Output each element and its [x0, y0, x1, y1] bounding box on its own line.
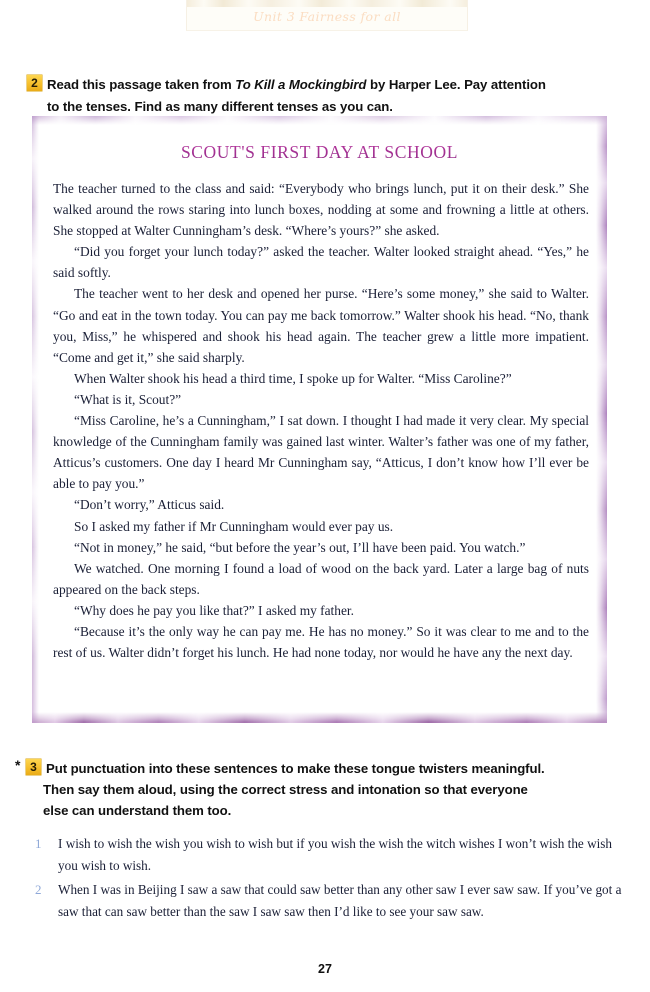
passage-paragraph: When Walter shook his head a third time, I spoke up for Walter. “Miss Caroline?”	[74, 370, 512, 386]
exercise-3-number-badge: 3	[26, 759, 41, 775]
exercise-3-instruction-line3: else can understand them too.	[43, 803, 232, 818]
exercise-3-instruction-line2: Then say them aloud, using the correct stress and intonation so that everyone	[43, 782, 528, 797]
passage-border-right	[596, 116, 607, 723]
passage-border-left	[32, 116, 39, 723]
tongue-twister-list	[31, 833, 631, 925]
running-head-ornament	[187, 0, 467, 7]
exercise-3-instruction-line1: Put punctuation into these sentences to make these tongue twisters meaningful.	[46, 761, 545, 776]
passage-paragraph: “Miss Caroline, he’s a Cunningham,” I sat down. I thought I had made it very clear. My special knowledge of the Cunningham family was gained last winter. Walter’s father was one of my father, Atticus’s customers. One day I heard Mr Cunningham say, “Atticus, I don’t know how I’ll ever be able to pay you.”	[53, 413, 589, 492]
passage-paragraph: We watched. One morning I found a load of wood on the back yard. Later a large bag of nuts appeared on the back steps.	[53, 560, 589, 597]
passage-border-bottom	[32, 712, 607, 723]
passage-paragraph: The teacher turned to the class and said: “Everybody who brings lunch, put it on their desk.” She walked around the rows staring into lunch boxes, nodding at some and frowning a little at others. She stopped at Walter Cunningham’s desk. “Where’s yours?” she asked.	[53, 181, 589, 239]
book-title: To Kill a Mockingbird	[235, 77, 367, 92]
starred-exercise-marker: *	[15, 757, 21, 773]
exercise-2-heading	[27, 74, 627, 117]
passage-body	[53, 178, 589, 663]
passage-border-top	[32, 116, 607, 125]
page-number: 27	[318, 962, 332, 976]
exercise-3-instruction	[15, 761, 630, 821]
exercise-2-text-after: by Harper Lee. Pay attention	[366, 77, 546, 92]
list-item-text: When I was in Beijing I saw a saw that could saw better than any other saw I ever saw saw. If you’ve got a saw that can saw better than the saw I saw saw then I’d like to see your saw saw.	[58, 882, 622, 919]
passage-paragraph: “Don’t worry,” Atticus said.	[74, 497, 225, 513]
list-item-number: 1	[35, 836, 42, 851]
running-head-label: Unit 3 Fairness for all	[253, 9, 401, 24]
passage-box	[32, 116, 607, 723]
passage-paragraph: So I asked my father if Mr Cunningham would ever pay us.	[74, 518, 394, 534]
passage-paragraph: “Not in money,” he said, “but before the year’s out, I’ll have been paid. You watch.”	[74, 539, 526, 555]
passage-paragraph: “Because it’s the only way he can pay me. He has no money.” So it was clear to me and to the rest of us. Walter didn’t forget his lunch. He had none today, nor would he have any the next day.	[53, 623, 589, 661]
list-item-number: 2	[35, 882, 42, 897]
passage-paragraph: “Why does he pay you like that?” I asked my father.	[74, 602, 354, 618]
list-item	[31, 879, 631, 922]
running-head	[186, 0, 468, 31]
passage-paragraph: “What is it, Scout?”	[74, 391, 182, 407]
list-item-text: I wish to wish the wish you wish to wish but if you wish the wish the witch wishes I won’t wish the wish you wish to wish.	[58, 836, 612, 873]
exercise-3-heading	[15, 757, 630, 821]
exercise-2-instruction	[27, 77, 627, 117]
exercise-2-instruction-line2: to the tenses. Find as many different tenses as you can.	[47, 99, 393, 114]
passage-title: SCOUT'S FIRST DAY AT SCHOOL	[32, 142, 607, 163]
exercise-2-text-before: Read this passage taken from	[47, 77, 236, 92]
exercise-2-number-badge: 2	[27, 75, 42, 91]
passage-paragraph: The teacher went to her desk and opened her purse. “Here’s some money,” she said to Walter. “Go and eat in the town today. You can pay me back tomorrow.” Walter shook his head. “No, thank you, Miss,” he whispered and shook his head again. The teacher grew a little more impatient. “Come and get it,” she said sharply.	[53, 286, 589, 365]
passage-paragraph: “Did you forget your lunch today?” asked the teacher. Walter looked straight ahead. “Yes,” he said softly.	[53, 244, 589, 281]
list-item	[31, 833, 631, 876]
